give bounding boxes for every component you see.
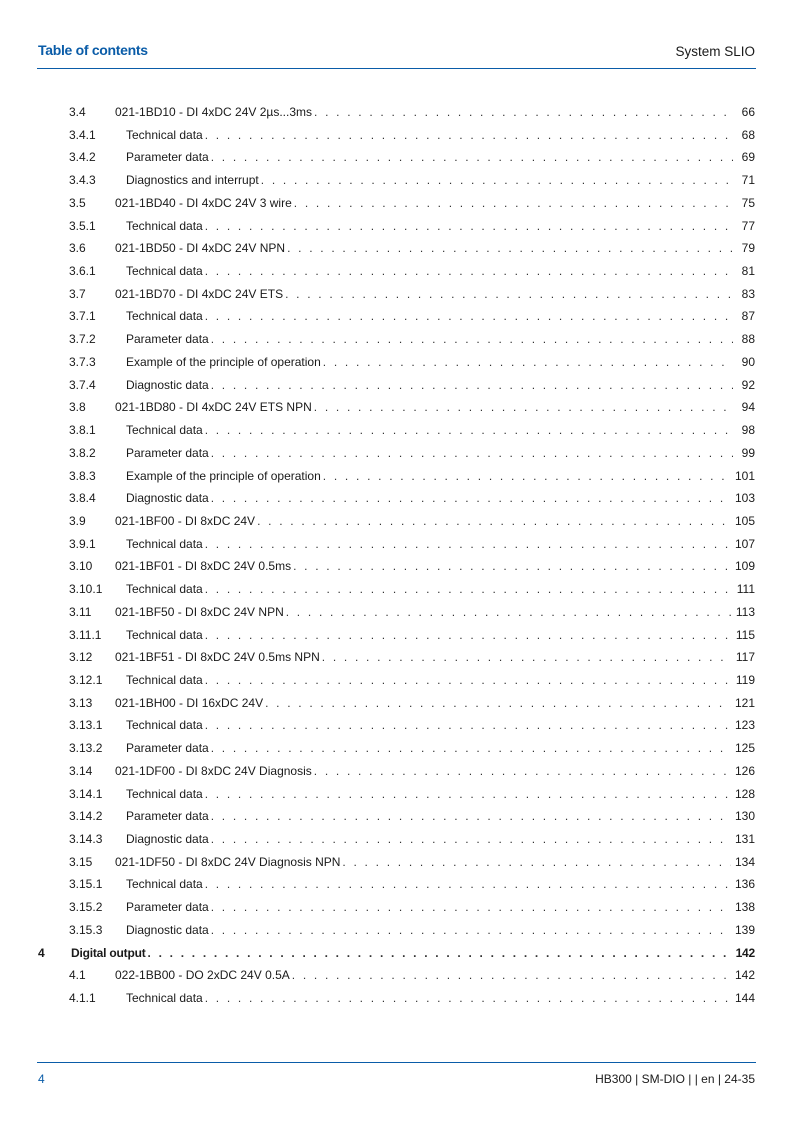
toc-dot-leader [211, 828, 731, 851]
toc-dot-leader [205, 873, 731, 896]
toc-entry[interactable] [0, 601, 793, 624]
toc-entry[interactable] [0, 192, 793, 215]
header-rule [37, 68, 756, 69]
toc-dot-leader [211, 146, 733, 169]
toc-entry-page[interactable]: 105 [734, 513, 755, 528]
toc-entry-page[interactable]: 79 [741, 241, 755, 256]
toc-entry-page[interactable]: 131 [734, 832, 755, 846]
toc-entry-number: 3.8.3 [69, 468, 96, 483]
toc-entry[interactable] [0, 760, 793, 783]
toc-entry[interactable] [0, 919, 793, 942]
footer-document-reference: HB300 | SM-DIO | | en | 24-35 [595, 1072, 755, 1086]
toc-entry-title[interactable]: Example of the principle of operation [126, 468, 321, 483]
toc-entry-page[interactable]: 92 [741, 377, 755, 392]
toc-entry-title[interactable]: 021-1DF00 - DI 8xDC 24V Diagnosis [115, 763, 312, 778]
toc-entry-number: 3.4.3 [69, 173, 96, 188]
toc-entry-title[interactable]: Technical data [126, 218, 203, 233]
toc-entry[interactable] [0, 555, 793, 578]
toc-entry-number: 3.14.3 [69, 832, 103, 846]
toc-dot-leader [205, 419, 733, 442]
toc-entry-title[interactable]: Diagnostic data [126, 922, 209, 937]
toc-entry-line [126, 215, 755, 238]
toc-entry-title[interactable]: 021-1BD10 - DI 4xDC 24V 2µs...3ms [115, 105, 312, 119]
toc-entry-number: 3.9 [69, 513, 86, 528]
toc-entry-line [126, 669, 755, 692]
toc-entry-title[interactable]: 021-1BH00 - DI 16xDC 24V [115, 695, 264, 710]
toc-entry-title[interactable]: 021-1BD70 - DI 4xDC 24V ETS [115, 286, 284, 301]
toc-entry[interactable] [0, 260, 793, 283]
toc-dot-leader [314, 396, 733, 419]
toc-entry-number: 3.7.4 [69, 377, 96, 392]
toc-entry-line [126, 737, 755, 760]
header-product-name: System SLIO [675, 44, 755, 59]
toc-entry-line [126, 465, 755, 488]
toc-entry[interactable] [0, 101, 793, 124]
toc-entry-line [115, 851, 755, 874]
toc-entry[interactable] [0, 237, 793, 260]
toc-entry[interactable] [0, 851, 793, 874]
toc-entry[interactable] [0, 737, 793, 760]
toc-entry-page[interactable]: 98 [741, 423, 755, 438]
toc-entry-page[interactable]: 119 [735, 672, 755, 687]
toc-dot-leader [265, 692, 731, 715]
toc-entry-line [126, 419, 755, 442]
toc-entry-page[interactable]: 99 [741, 445, 755, 460]
footer-page-number: 4 [38, 1072, 45, 1086]
toc-entry-title[interactable]: 021-1BF00 - DI 8xDC 24V [115, 513, 256, 528]
toc-entry-line [126, 624, 755, 647]
toc-entry[interactable] [0, 873, 793, 896]
toc-entry-number: 3.10.1 [69, 582, 103, 597]
toc-entry-title[interactable]: 021-1BF50 - DI 8xDC 24V NPN [115, 604, 284, 619]
toc-entry-line [126, 578, 755, 601]
toc-entry-number: 3.6.1 [69, 264, 96, 279]
toc-entry-number: 4.1.1 [69, 991, 96, 1006]
toc-entry-title[interactable]: Technical data [126, 877, 203, 892]
toc-dot-leader [211, 896, 731, 919]
toc-dot-leader [314, 101, 733, 124]
toc-entry-title[interactable]: Technical data [126, 672, 203, 687]
toc-entry-line [115, 396, 755, 419]
toc-dot-leader [148, 942, 732, 965]
toc-entry[interactable] [0, 783, 793, 806]
toc-entry[interactable] [0, 533, 793, 556]
toc-entry[interactable] [0, 487, 793, 510]
toc-dot-leader [211, 328, 733, 351]
toc-entry-number: 3.10 [69, 559, 93, 574]
toc-dot-leader [205, 533, 731, 556]
toc-entry-page[interactable]: 83 [741, 286, 755, 301]
toc-entry-line [126, 487, 755, 510]
toc-dot-leader [314, 760, 731, 783]
toc-entry-page[interactable]: 139 [734, 922, 755, 937]
toc-entry-number: 3.12.1 [69, 672, 103, 687]
toc-entry-title[interactable]: Technical data [126, 423, 203, 438]
toc-entry[interactable] [0, 510, 793, 533]
toc-entry-title[interactable]: Parameter data [126, 809, 209, 824]
toc-entry-line [126, 533, 755, 556]
toc-entry[interactable] [0, 374, 793, 397]
toc-dot-leader [205, 624, 732, 647]
toc-entry-title[interactable]: Technical data [126, 264, 203, 279]
toc-entry-number: 3.7.2 [69, 332, 96, 347]
toc-entry-title[interactable]: Parameter data [126, 900, 209, 915]
toc-entry-line [115, 101, 755, 124]
toc-entry[interactable] [0, 828, 793, 851]
toc-entry-line [126, 351, 755, 374]
toc-dot-leader [342, 851, 731, 874]
toc-entry-page[interactable]: 138 [734, 900, 755, 915]
toc-entry-page[interactable]: 75 [741, 195, 755, 210]
toc-entry-number: 3.8 [69, 400, 86, 415]
toc-dot-leader [205, 305, 733, 328]
toc-entry-page[interactable]: 142 [734, 968, 755, 983]
toc-entry[interactable] [0, 578, 793, 601]
toc-entry-page[interactable]: 77 [741, 218, 755, 233]
toc-entry-title[interactable]: Parameter data [126, 445, 209, 460]
toc-entry-title[interactable]: Technical data [126, 786, 203, 801]
toc-entry-page[interactable]: 109 [734, 559, 755, 574]
toc-entry-number: 3.5.1 [69, 218, 96, 233]
toc-entry-page[interactable]: 81 [741, 264, 755, 279]
toc-entry-number: 3.7.3 [69, 354, 96, 369]
footer-rule [37, 1062, 756, 1063]
toc-entry-title[interactable]: Parameter data [126, 150, 209, 165]
toc-entry[interactable] [0, 351, 793, 374]
toc-entry-line [126, 169, 755, 192]
toc-entry-number: 3.8.4 [69, 491, 96, 506]
toc-entry[interactable] [0, 692, 793, 715]
toc-entry-line [115, 692, 755, 715]
toc-entry-number: 4.1 [69, 968, 86, 983]
toc-entry-line [126, 124, 755, 147]
toc-dot-leader [205, 783, 731, 806]
toc-entry-page[interactable]: 123 [734, 718, 755, 733]
toc-entry-line [71, 942, 755, 965]
toc-entry[interactable] [0, 328, 793, 351]
toc-dot-leader [293, 555, 731, 578]
toc-dot-leader [211, 487, 731, 510]
toc-entry-title[interactable]: 022-1BB00 - DO 2xDC 24V 0.5A [115, 968, 290, 983]
toc-entry-number: 3.4.2 [69, 150, 96, 165]
toc-entry-number: 4 [38, 945, 45, 960]
toc-entry-page[interactable]: 134 [734, 854, 755, 869]
toc-entry-title[interactable]: 021-1BF01 - DI 8xDC 24V 0.5ms [115, 559, 292, 574]
toc-entry-line [126, 374, 755, 397]
toc-entry[interactable] [0, 942, 793, 965]
toc-entry-title[interactable]: Digital output [71, 945, 146, 960]
toc-entry-title[interactable]: Parameter data [126, 332, 209, 347]
toc-entry-number: 3.13 [69, 695, 93, 710]
toc-dot-leader [323, 351, 733, 374]
toc-entry-title[interactable]: 021-1BF51 - DI 8xDC 24V 0.5ms NPN [115, 650, 320, 665]
toc-dot-leader [287, 237, 733, 260]
toc-entry-title[interactable]: Parameter data [126, 741, 209, 756]
toc-entry[interactable] [0, 669, 793, 692]
toc-entry-line [126, 987, 755, 1010]
toc-entry[interactable] [0, 146, 793, 169]
toc-entry-number: 3.11.1 [69, 627, 102, 642]
toc-dot-leader [205, 714, 731, 737]
toc-dot-leader [211, 805, 731, 828]
toc-entry-title[interactable]: 021-1DF50 - DI 8xDC 24V Diagnosis NPN [115, 854, 341, 869]
toc-dot-leader [211, 374, 733, 397]
toc-dot-leader [205, 669, 732, 692]
toc-dot-leader [211, 737, 731, 760]
toc-entry-page[interactable]: 144 [734, 991, 755, 1006]
toc-entry-number: 3.7 [69, 286, 86, 301]
toc-entry-title[interactable]: Technical data [126, 127, 203, 142]
toc-dot-leader [205, 124, 733, 147]
table-of-contents [0, 101, 793, 1010]
toc-entry[interactable] [0, 305, 793, 328]
toc-entry-line [126, 328, 755, 351]
toc-entry-line [115, 283, 755, 306]
toc-entry-line [115, 601, 755, 624]
header-section-title: Table of contents [38, 42, 148, 58]
toc-entry[interactable] [0, 215, 793, 238]
toc-entry-number: 3.8.2 [69, 445, 96, 460]
toc-entry-number: 3.15.1 [69, 877, 103, 892]
toc-dot-leader [205, 215, 733, 238]
toc-entry[interactable] [0, 283, 793, 306]
toc-entry-page[interactable]: 115 [735, 627, 755, 642]
toc-entry-line [126, 783, 755, 806]
toc-entry-number: 3.9.1 [69, 536, 96, 551]
toc-entry-title[interactable]: Technical data [126, 718, 203, 733]
toc-entry-line [126, 873, 755, 896]
toc-entry-number: 3.13.1 [69, 718, 103, 733]
toc-entry-number: 3.5 [69, 195, 86, 210]
toc-entry-page[interactable]: 130 [734, 809, 755, 824]
toc-entry[interactable] [0, 987, 793, 1010]
toc-entry-page[interactable]: 107 [734, 536, 755, 551]
toc-dot-leader [211, 919, 731, 942]
toc-entry-number: 3.12 [69, 650, 93, 665]
toc-dot-leader [322, 646, 732, 669]
toc-dot-leader [261, 169, 733, 192]
toc-entry-page[interactable]: 121 [734, 695, 755, 710]
toc-dot-leader [294, 192, 733, 215]
toc-entry-page[interactable]: 87 [741, 309, 755, 324]
toc-entry-title[interactable]: Example of the principle of operation [126, 354, 321, 369]
toc-entry-title[interactable]: Diagnostic data [126, 491, 209, 506]
toc-entry-page[interactable]: 101 [734, 468, 755, 483]
toc-entry-page[interactable]: 94 [741, 400, 755, 415]
toc-entry-page[interactable]: 88 [741, 332, 755, 347]
toc-entry[interactable] [0, 624, 793, 647]
toc-entry-page[interactable]: 103 [734, 491, 755, 506]
toc-entry-page[interactable]: 90 [741, 354, 755, 369]
toc-entry-page[interactable]: 126 [734, 763, 755, 778]
toc-entry-line [115, 760, 755, 783]
toc-entry-page[interactable]: 113 [735, 604, 755, 619]
toc-entry-line [115, 237, 755, 260]
toc-entry-page[interactable]: 117 [735, 650, 755, 665]
toc-entry-line [115, 192, 755, 215]
toc-entry-page[interactable]: 68 [741, 127, 755, 142]
toc-entry-line [115, 555, 755, 578]
toc-entry[interactable] [0, 646, 793, 669]
toc-entry-number: 3.7.1 [69, 309, 96, 324]
toc-entry-title[interactable]: Technical data [126, 309, 203, 324]
toc-entry-page[interactable]: 128 [734, 786, 755, 801]
toc-entry[interactable] [0, 442, 793, 465]
toc-dot-leader [323, 465, 731, 488]
toc-entry-title[interactable]: Diagnostics and interrupt [126, 173, 259, 188]
toc-entry-line [126, 260, 755, 283]
toc-entry-title[interactable]: Diagnostic data [126, 832, 209, 846]
toc-entry-title[interactable]: 021-1BD80 - DI 4xDC 24V ETS NPN [115, 400, 312, 415]
toc-entry[interactable] [0, 465, 793, 488]
toc-entry[interactable] [0, 805, 793, 828]
toc-entry[interactable] [0, 396, 793, 419]
toc-entry-title[interactable]: 021-1BD50 - DI 4xDC 24V NPN [115, 241, 286, 256]
toc-entry-line [115, 646, 755, 669]
toc-entry-number: 3.14.1 [69, 786, 103, 801]
toc-entry-title[interactable]: Technical data [126, 582, 203, 597]
toc-entry-number: 3.15 [69, 854, 93, 869]
toc-entry-line [126, 442, 755, 465]
toc-entry-page[interactable]: 142 [735, 945, 755, 960]
toc-entry-number: 3.6 [69, 241, 86, 256]
toc-entry-line [126, 805, 755, 828]
toc-entry-number: 3.14.2 [69, 809, 103, 824]
toc-entry-line [126, 896, 755, 919]
toc-dot-leader [257, 510, 731, 533]
toc-entry-number: 3.4.1 [69, 127, 96, 142]
toc-entry-line [115, 510, 755, 533]
toc-entry[interactable] [0, 124, 793, 147]
toc-entry[interactable] [0, 714, 793, 737]
toc-dot-leader [211, 442, 733, 465]
toc-entry-line [115, 964, 755, 987]
toc-entry-line [126, 828, 755, 851]
toc-entry-page[interactable]: 66 [741, 105, 755, 119]
toc-entry-page[interactable]: 136 [734, 877, 755, 892]
toc-entry[interactable] [0, 169, 793, 192]
toc-entry-title[interactable]: 021-1BD40 - DI 4xDC 24V 3 wire [115, 195, 292, 210]
toc-entry-title[interactable]: Technical data [126, 991, 203, 1006]
toc-dot-leader [286, 601, 732, 624]
toc-entry-title[interactable]: Technical data [126, 627, 203, 642]
toc-dot-leader [285, 283, 733, 306]
toc-entry-number: 3.15.3 [69, 922, 103, 937]
toc-entry-page[interactable]: 111 [736, 582, 755, 597]
toc-entry-page[interactable]: 71 [741, 173, 755, 188]
toc-entry[interactable] [0, 419, 793, 442]
toc-entry-line [126, 305, 755, 328]
toc-entry-number: 3.13.2 [69, 741, 103, 756]
toc-entry-title[interactable]: Technical data [126, 536, 203, 551]
toc-dot-leader [205, 987, 731, 1010]
toc-entry-page[interactable]: 125 [734, 741, 755, 756]
toc-entry[interactable] [0, 964, 793, 987]
toc-entry-number: 3.15.2 [69, 900, 103, 915]
toc-entry-line [126, 714, 755, 737]
toc-entry-page[interactable]: 69 [741, 150, 755, 165]
toc-entry-line [126, 919, 755, 942]
toc-entry-number: 3.14 [69, 763, 93, 778]
toc-entry[interactable] [0, 896, 793, 919]
toc-entry-title[interactable]: Diagnostic data [126, 377, 209, 392]
toc-dot-leader [292, 964, 731, 987]
toc-entry-number: 3.11 [69, 604, 92, 619]
toc-dot-leader [205, 578, 733, 601]
toc-dot-leader [205, 260, 733, 283]
toc-entry-number: 3.8.1 [69, 423, 96, 438]
toc-entry-number: 3.4 [69, 105, 86, 119]
toc-entry-line [126, 146, 755, 169]
